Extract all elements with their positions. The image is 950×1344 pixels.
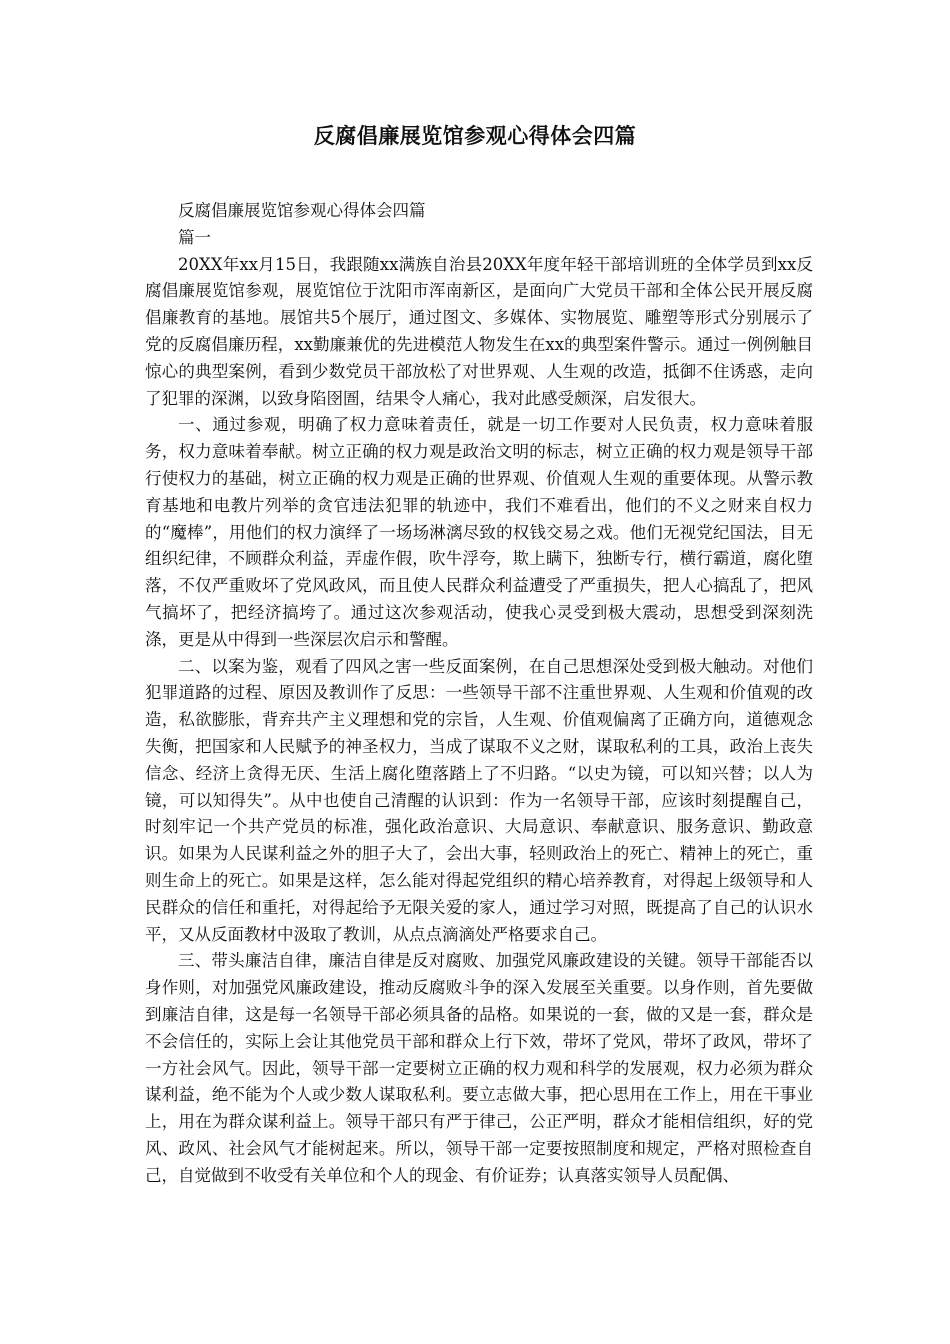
body-paragraph: 一、通过参观，明确了权力意味着责任，就是一切工作要对人民负责，权力意味着服务，权力意味着奉献。树立正确的权力观是政治文明的标志，树立正确的权力观是领导干部行使权力的基础，树立正确的权力观是正确的世界观、价值观人生观的重要体现。从警示教育基地和电教片列举的贪官违法犯罪的轨迹中，我们不难看出，他们的不义之财来自权力的“魔棒”，用他们的权力演绎了一场场淋漓尽致的权钱交易之戏。他们无视党纪国法，目无组织纪律，不顾群众利益，弄虚作假，吹牛浮夸，欺上瞒下，独断专行，横行霸道，腐化堕落，不仅严重败坏了党风政风，而且使人民群众利益遭受了严重损失，把人心搞乱了，把风气搞坏了，把经济搞垮了。通过这次参观活动，使我心灵受到极大震动，思想受到深刻洗涤，更是从中得到一些深层次启示和警醒。 xyxy=(145,415,813,649)
body-paragraph: 三、带头廉洁自律，廉洁自律是反对腐败、加强党风廉政建设的关键。领导干部能否以身作则，对加强党风廉政建设，推动反腐败斗争的深入发展至关重要。以身作则，首先要做到廉洁自律，这是每一名领导干部必须具备的品格。如果说的一套，做的又是一套，群众是不会信任的，实际上会让其他党员干部和群众上行下效，带坏了党风，带坏了政风，带坏了一方社会风气。因此，领导干部一定要树立正确的权力观和科学的发展观，权力必须为群众谋利益，绝不能为个人或少数人谋取私利。要立志做大事，把心思用在工作上，用在干事业上，用在为群众谋利益上。领导干部只有严于律己，公正严明，群众才能相信组织，好的党风、政风、社会风气才能树起来。所以，领导干部一定要按照制度和规定，严格对照检查自己，自觉做到不收受有关单位和个人的现金、有价证券；认真落实领导人员配偶、 xyxy=(145,951,813,1185)
document-body xyxy=(145,198,813,1189)
document-title: 反腐倡廉展览馆参观心得体会四篇 xyxy=(313,123,637,148)
body-paragraph: 反腐倡廉展览馆参观心得体会四篇 xyxy=(178,201,426,220)
body-paragraph: 二、以案为鉴，观看了四风之害一些反面案例，在自己思想深处受到极大触动。对他们犯罪道路的过程、原因及教训作了反思：一些领导干部不注重世界观、人生观和价值观的改造，私欲膨胀，背弃共产主义理想和党的宗旨，人生观、价值观偏离了正确方向，道德观念失衡，把国家和人民赋予的神圣权力，当成了谋取不义之财，谋取私利的工具，政治上丧失信念、经济上贪得无厌、生活上腐化堕落踏上了不归路。“以史为镜，可以知兴替；以人为镜，可以知得失”。从中也使自己清醒的认识到：作为一名领导干部，应该时刻提醒自己，时刻牢记一个共产党员的标准，强化政治意识、大局意识、奉献意识、服务意识、勤政意识。如果为人民谋利益之外的胆子大了，会出大事，轻则政治上的死亡、精神上的死亡，重则生命上的死亡。如果是这样，怎么能对得起党组织的精心培养教育，对得起上级领导和人民群众的信任和重托，对得起给予无限关爱的家人，通过学习对照，既提高了自己的认识水平，又从反面教材中汲取了教训，从点点滴滴处严格要求自己。 xyxy=(145,656,813,944)
body-paragraph: 篇一 xyxy=(178,227,211,247)
body-paragraph: 20XX年xx月15日，我跟随xx满族自治县20XX年度年轻干部培训班的全体学员到xx反腐倡廉展览馆参观，展览馆位于沈阳市浑南新区，是面向广大党员干部和全体公民开展反腐倡廉教育的基地。展馆共5个展厅，通过图文、多媒体、实物展览、雕塑等形式分别展示了党的反腐倡廉历程，xx勤廉兼优的先进模范人物发生在xx的典型案件警示。通过一例例触目惊心的典型案例，看到少数党员干部放松了对世界观、人生观的改造，抵御不住诱惑，走向了犯罪的深渊，以致身陷囹圄，结果令人痛心，我对此感受颇深，启发很大。 xyxy=(145,254,813,408)
